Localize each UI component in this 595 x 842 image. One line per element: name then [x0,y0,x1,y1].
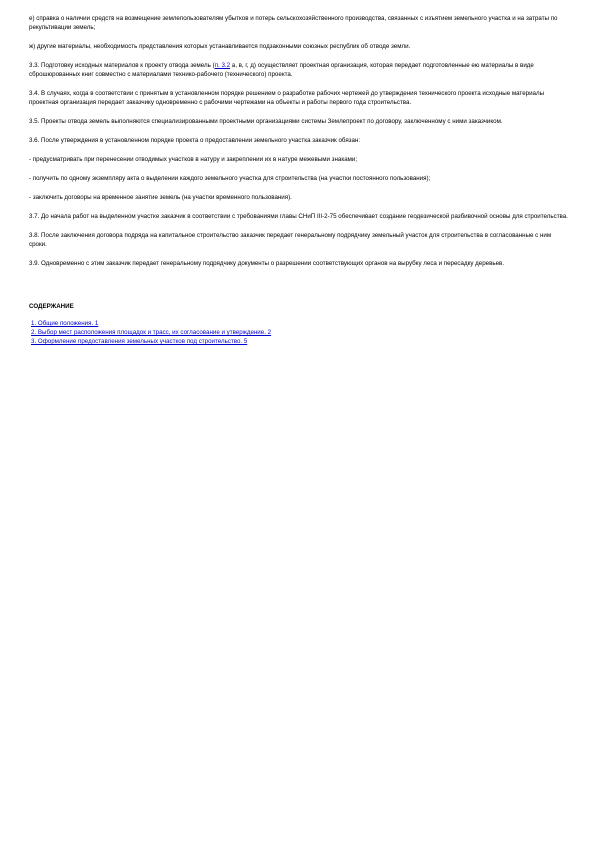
paragraph-3-6: 3.6. После утверждения в установленном порядке проекта о предоставлении земельного участка заказчик обязан: [29,137,361,144]
toc-item [31,328,569,337]
toc-title: СОДЕРЖАНИЕ [29,303,74,310]
document-page [29,14,569,346]
toc-link-section-1[interactable]: 1. Общие положения. 1 [31,320,99,327]
paragraph-3-9: 3.9. Одновременно с этим заказчик передает генеральному подрядчику документы о разрешении соответствующих органов на вырубку леса и пересадку деревьев. [29,260,505,267]
reference-link-3-2[interactable]: п. 3.2 [214,62,231,69]
paragraph-3-5: 3.5. Проекты отвода земель выполняются специализированными проектными организациями системы Землепроект по договору, заключенному с ними заказчиком. [29,118,503,125]
paragraph-e: е) справка о наличии средств на возмещение землепользователям убытков и потерь сельскохозяйственного производства, связанных с изъятием земельного участка и на затраты по рекультивации земель; [29,15,558,31]
paragraph-3-7: 3.7. До начала работ на выделенном участке заказчик в соответствии с требованиями главы СНиП III-2-75 обеспечивает создание геодезической разбивочной основы для строительства. [29,213,568,220]
paragraph-3-3-before: 3.3. Подготовку исходных материалов к проекту отвода земель ( [29,62,215,69]
paragraph-3-4: 3.4. В случаях, когда в соответствии с принятым в установленном порядке решением о разработке рабочих чертежей до утверждения технического проекта исходные материалы проектная организация передает заказчику одновременно с рабочими чертежами на объекты и работы первого года строительства. [29,90,545,106]
paragraph-zh: ж) другие материалы, необходимость представления которых устанавливается подзаконными союзных республик об отводе земли. [29,43,411,50]
list-item-contracts: - заключить договоры на временное занятие земель (на участки временного пользования). [29,194,292,201]
list-item-boundaries: - предусматривать при перенесении отводимых участков в натуру и закреплении их в натуре межевыми знаками; [29,156,358,163]
table-of-contents [29,319,569,346]
toc-link-section-2[interactable]: 2. Выбор мест расположения площадок и трасс, их согласование и утверждение. 2 [31,329,272,336]
list-item-act: - получить по одному экземпляру акта о выделении каждого земельного участка для строительства (на участки постоянного пользования); [29,175,431,182]
paragraph-3-3-after: а, в, г, д) осуществляет проектная организация, которая передает подготовленные ею материалы в виде сброшюрованных книг совместно с материалами технико-рабочего (технического) проекта. [29,62,534,78]
paragraph-3-8: 3.8. После заключения договора подряда на капитальное строительство заказчик передает генеральному подрядчику земельный участок для строительства в согласованные с ним сроки. [29,232,552,248]
toc-link-section-3[interactable]: 3. Оформление предоставления земельных участков под строительство. 5 [31,338,248,345]
paragraph-3-3 [29,61,569,79]
toc-item [31,319,569,328]
toc-item [31,337,569,346]
